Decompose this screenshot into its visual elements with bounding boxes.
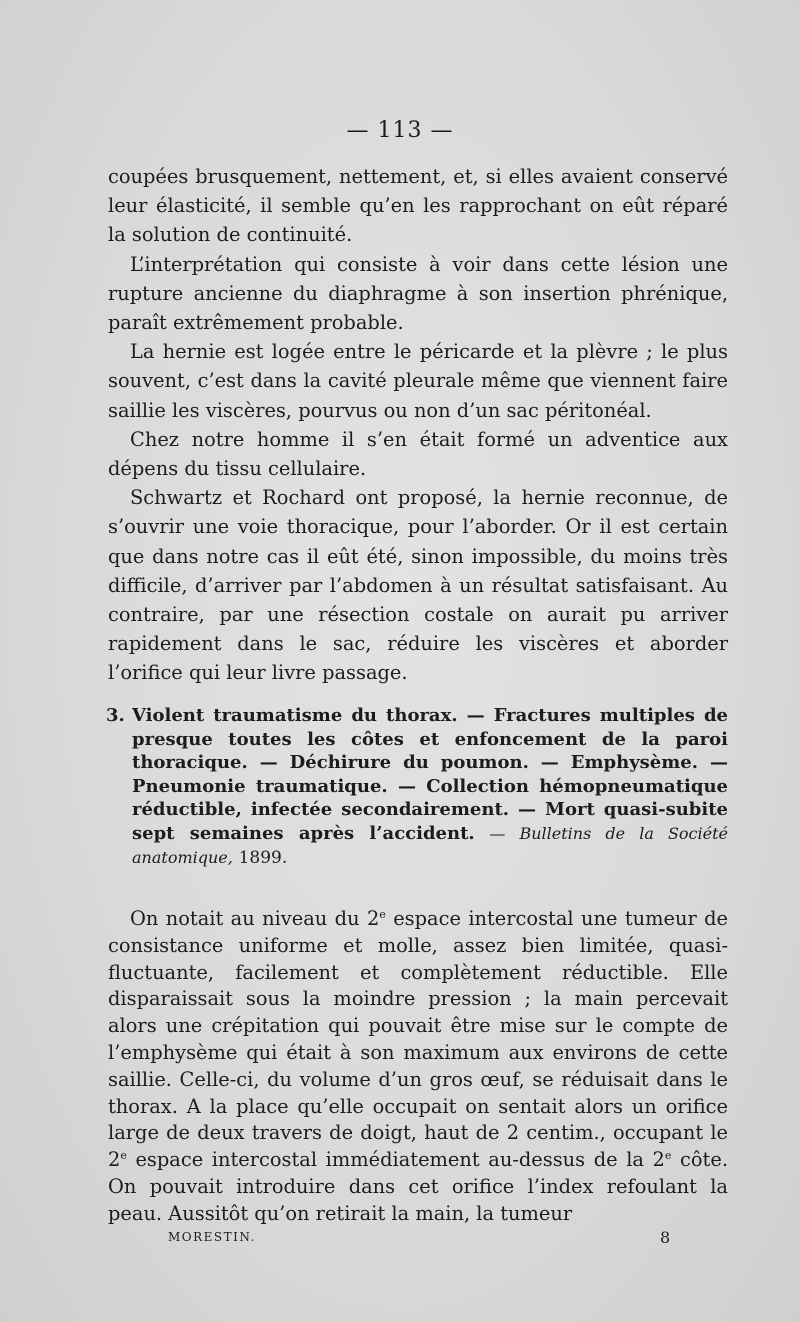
text-run: On notait au niveau du 2 — [130, 907, 380, 930]
case-title: Violent traumatisme du thorax. — Fractures multiples de presque toutes les côtes et enfoncement de la paroi thoracique. — Déchirure du poumon. — Emphysème. — Pneumonie traumatique. — Collection hémopneumatique réductible, infectée secondairement. — Mort quasi-subite sept semaines après l’accident. — [132, 705, 728, 844]
paragraph: Schwartz et Rochard ont proposé, la hernie reconnue, de s’ouvrir une voie thoracique, pour l’aborder. Or il est certain que dans notre cas il eût été, sinon impossible, du moins très difficile, d’arriver par l’abdomen à un résultat satisfaisant. Au contraire, par une résection costale on aurait pu arriver rapidement dans le sac, réduire les viscères et aborder l’orifice qui leur livre passage. — [108, 486, 728, 685]
text-run: espace intercostal immédiatement au-dessus de la 2 — [126, 1148, 665, 1172]
superscript: e — [379, 908, 386, 921]
case-reference: — Bulletins de la Société anatomique, — [132, 823, 728, 867]
case-heading — [106, 704, 728, 870]
paragraph: coupées brusquement, nettement, et, si elles avaient conservé leur élasticité, il semble qu’en les rapprochant on eût réparé la solution de continuité. — [108, 165, 728, 247]
footer-signature-mark: 8 — [660, 1228, 671, 1247]
footer-author: MORESTIN. — [168, 1230, 256, 1244]
top-paragraphs — [108, 162, 728, 688]
paragraph: La hernie est logée entre le péricarde et la plèvre ; le plus souvent, c’est dans la cavité pleurale même que viennent faire saillie les viscères, pourvus ou non d’un sac péritonéal. — [108, 340, 728, 422]
superscript: e — [664, 1149, 672, 1163]
text-run: espace intercostal une tumeur de consistance uniforme et molle, assez bien limitée, quasi-fluctuante, facilement et complètement réductible. Elle disparaissait sous la moindre pression ; la main percevait alors une crépitation qui pouvait être mise sur le compte de l’emphysème qui était à son maximum aux environs de cette saillie. Celle-ci, du volume d’un gros œuf, se réduisait dans le thorax. A la place qu’elle occupait on sentait alors un orifice large de deux travers de doigt, haut de 2 centim., occupant le 2 — [108, 907, 728, 1172]
text-run: côte. On pouvait introduire dans cet orifice l’index refoulant la peau. Aussitôt qu’on retirait la main, la tumeur — [108, 1148, 728, 1225]
case-number: 3. — [106, 705, 125, 726]
superscript: e — [120, 1149, 127, 1163]
case-year: 1899. — [238, 847, 288, 868]
bottom-paragraph — [108, 906, 728, 1228]
paragraph: L’interprétation qui consiste à voir dans cette lésion une rupture ancienne du diaphragme à son insertion phrénique, paraît extrêmement probable. — [108, 252, 728, 335]
paragraph — [108, 906, 728, 1228]
paragraph: Chez notre homme il s’en était formé un adventice aux dépens du tissu cellulaire. — [108, 427, 728, 481]
page-number: — 113 — — [346, 118, 454, 143]
